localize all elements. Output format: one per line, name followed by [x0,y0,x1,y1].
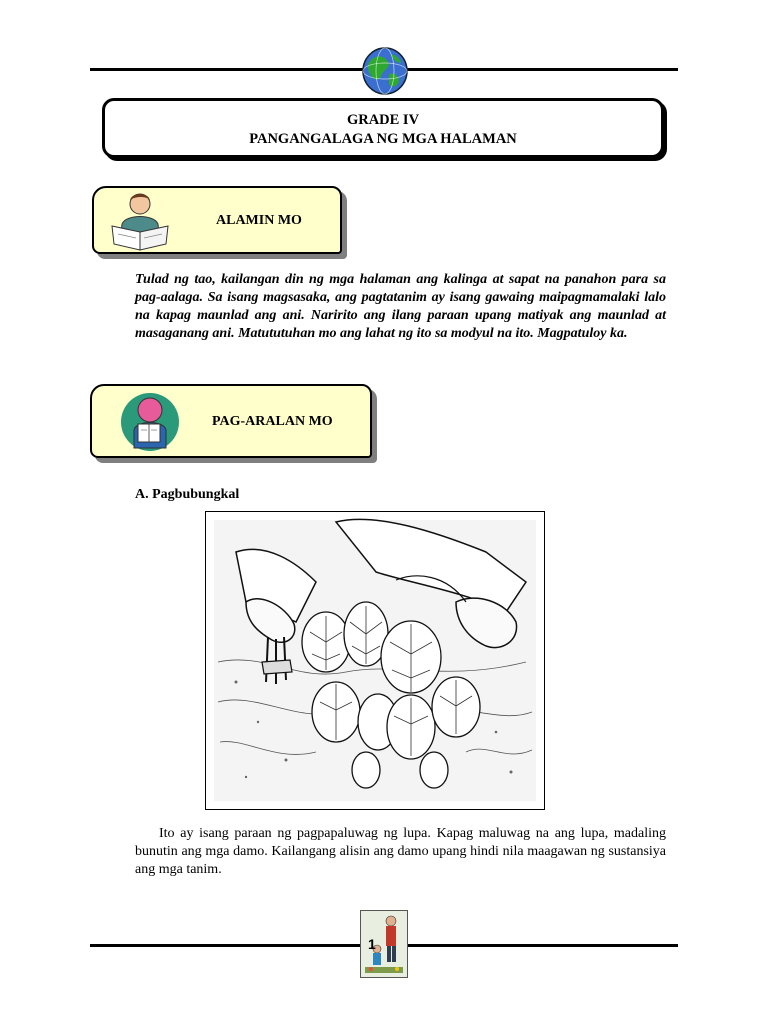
intro-paragraph: Tulad ng tao, kailangan din ng mga halaman ang kalinga at sapat na panahon para sa pag-aalaga. Sa isang magsasaka, ang pagtatanim ay isang gawaing maipagmamalaki lalo na kapag maunlad ang ani. Naririto ang ilang paraan upang matiyak ang maunlad at masaganang ani. Matututuhan mo ang lahat ng ito sa modyul na ito. Magpatuloy ka. [135,272,666,341]
pag-aralan-mo-label: PAG-ARALAN MO [212,414,333,429]
section-a-heading: A. Pagbubungkal [135,487,240,502]
pagbubungkal-paragraph: Ito ay isang paraan ng pagpapaluwag ng lupa. Kapag maluwag na ang lupa, madaling bunutin ang mga damo. Kailangang alisin ang damo upang hindi nila maagawan ng sustansiya ang mga tanim. [135,826,666,877]
cultivation-illustration [205,511,545,810]
module-title: PANGANGALAGA NG MGA HALAMAN [249,131,517,147]
grade-label: GRADE IV [346,112,420,128]
reader-icon [108,190,174,252]
page-number: 1 [368,936,376,952]
reading-child-icon [118,390,184,454]
alamin-mo-card [92,186,342,254]
alamin-mo-label: ALAMIN MO [216,213,302,228]
module-title-box [102,98,664,158]
gardening-drawing [206,512,544,809]
pag-aralan-mo-card [90,384,372,458]
globe-icon [361,46,409,96]
